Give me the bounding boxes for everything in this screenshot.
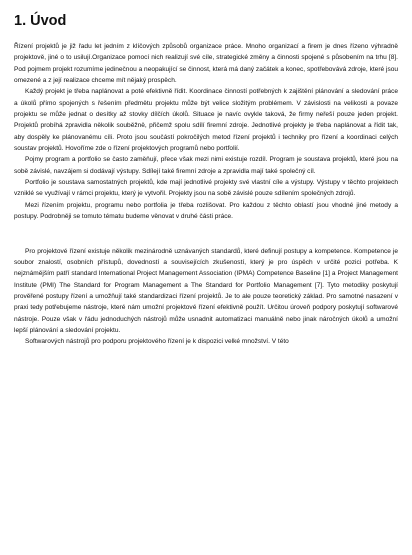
section-heading: 1. Úvod [14,13,67,29]
paragraph-gap [14,223,398,246]
paragraph-project-planning: Každý projekt je třeba naplánovat a poté efektivně řídit. Koordinace činností potřebných k zajištění plánování a sledování práce a úkolů přímo spojených s řešením předmětu projektu může být velice složitým problémem. V závislosti na velikosti a povaze projektu se může jednat o desítky až stovky dílčích úkolů. Situace je navíc ovykle taková, že firmy neřeší pouze jeden projekt. Projektů probíhá zpravidla několik souběžně, přičemž spolu sdílí firemní zdroje. Jednotlivé projekty je třeba naplánovat a řídit tak, aby dospěly ke plánovanému cíli. Proto jsou součástí pokročilých metod řízení projektů i techniky pro řízení a koordinaci celých soustav projektů. Hovoříme zde o řízení projektových programů nebo portfolií. [14,88,398,153]
paragraph-intro: Řízení projektů je již řadu let jedním z klíčových způsobů organizace práce. Mnoho organizací a firem je dnes řízeno výhradně projektově, jiné o to usilují.Organizace pomocí nich realizují své cíle, strategické změny a činnosti spojené s působením na trhu [8]. Pod pojmem projekt rozumíme jedinečnou a neopakující se činnost, která má daný začátek a konec, spotřebovává zdroje, které jsou omezené a z její realizace chceme mít nějaký prospěch. [14,43,398,85]
paragraph-program: Pojmy program a portfolio se často zaměňují, přece však mezi nimi existuje rozdíl. Program je soustava projektů, které jsou na sobě závislé, navzájem si dodávají výstupy. Sdílejí také firemní zdroje a zpravidla mají také společný cíl. [14,156,398,175]
paragraph-standards: Pro projektové řízení existuje několik mezinárodně uznávaných standardů, které definují postupy a kompetence. Kompetence je soubor znalostí, osobních přístupů, dovedností a souvisejících zkušeností, který je pro úspěch v určité pozici potřeba. K nejznámějším patří standard International Project Management Association (IPMA) Competence Baseline [1] a Project Management Institute (PMI) The Standard for Program Management a The Standard for Portfolio Management [7]. Tyto metodiky poskytují prověřené postupy řízení a umožňují také standardizaci řízení projektů. Je to ale pouze teoretický základ. Pro samotné nasazení v praxi tedy potřebujeme nástroje, které nám umožní projektové řízení efektivně použít. Určitou úroveň podpory poskytují softwarové nástroje. Pouze však v řádu jednoduchých nástrojů může usnadnit automatizaci manuálně nebo jinak náročných úkolů a umožní lepší plánování a sledování projektu. [14,247,398,334]
paragraph-portfolio: Portfolio je soustava samostatných projektů, kde mají jednotlivé projekty své vlastní cíle a výstupy. Výstupy v těchto projektech vzniklé se využívají v rámci projektu, který je vytvořil. Projekty jsou na sobě závislé pouze sdílením společných zdrojů. [14,179,398,198]
paragraph-software-tools: Softwarových nástrojů pro podporu projektového řízení je k dispozici velké množství. V této [25,338,289,346]
paragraph-distinction: Mezi řízením projektu, programu nebo portfolia je třeba rozlišovat. Pro každou z těchto oblastí jsou vhodné jiné metody a postupy. Podrobněji se tomuto tématu budeme věnovat v druhé části práce. [14,201,398,221]
